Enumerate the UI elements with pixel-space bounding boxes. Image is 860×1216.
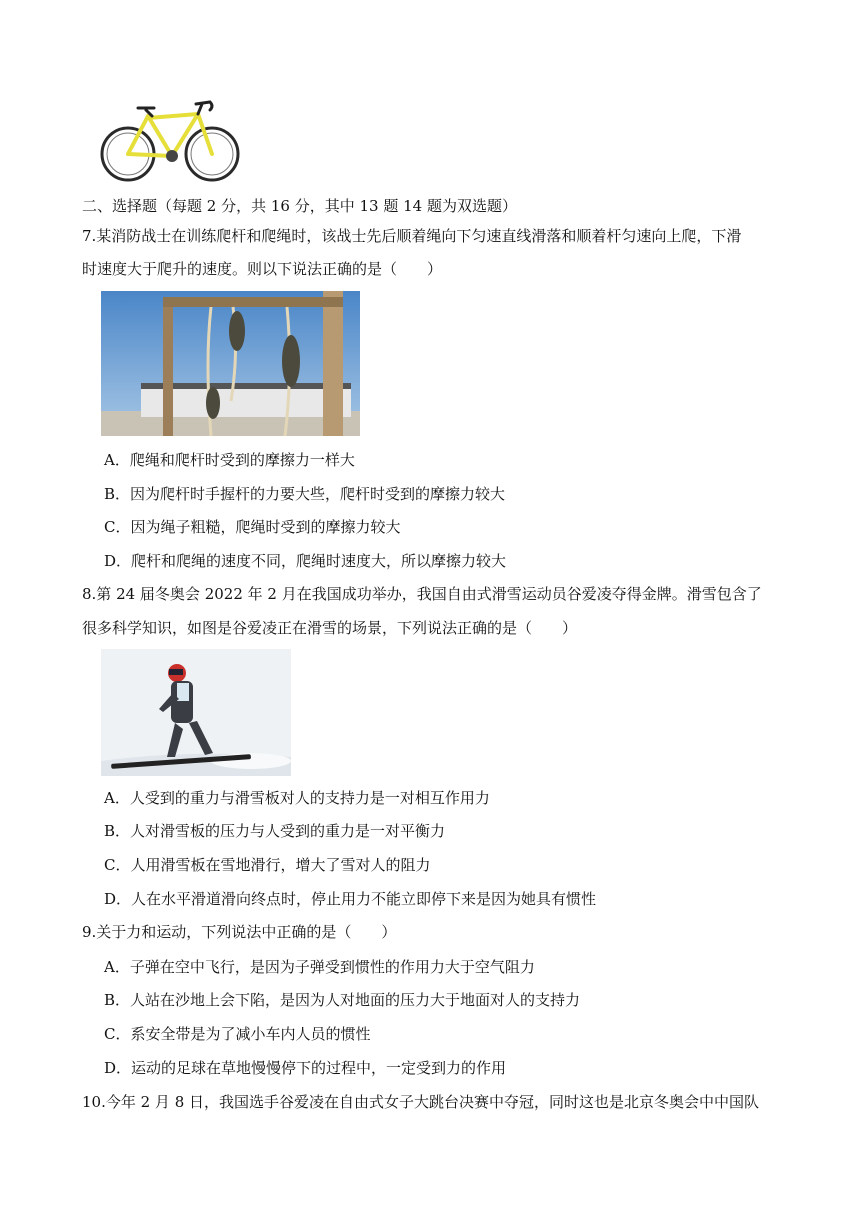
rope-climbing-photo	[101, 291, 360, 436]
section-heading: 二、选择题（每题 2 分，共 16 分，其中 13 题 14 题为双选题）	[82, 197, 517, 215]
question-stem-line: 9.关于力和运动，下列说法中正确的是（ ）	[82, 923, 397, 941]
option-a: A．爬绳和爬杆时受到的摩擦力一样大	[104, 451, 355, 469]
option-c: C．因为绳子粗糙，爬绳时受到的摩擦力较大	[104, 518, 401, 536]
skiing-photo	[101, 649, 291, 776]
question-stem-line: 10.今年 2 月 8 日，我国选手谷爱凌在自由式女子大跳台决赛中夺冠，同时这也是北京冬奥会中中国队	[82, 1093, 760, 1111]
option-b: B．人对滑雪板的压力与人受到的重力是一对平衡力	[104, 822, 446, 840]
question-stem-line: 7.某消防战士在训练爬杆和爬绳时，该战士先后顺着绳向下匀速直线滑落和顺着杆匀速向上爬，下滑	[82, 227, 742, 245]
option-a: A．子弹在空中飞行，是因为子弹受到惯性的作用力大于空气阻力	[104, 958, 535, 976]
question-stem-line: 时速度大于爬升的速度。则以下说法正确的是（ ）	[82, 260, 443, 278]
option-d: D．爬杆和爬绳的速度不同，爬绳时速度大，所以摩擦力较大	[104, 552, 507, 570]
option-b: B．人站在沙地上会下陷，是因为人对地面的压力大于地面对人的支持力	[104, 991, 581, 1009]
option-a: A．人受到的重力与滑雪板对人的支持力是一对相互作用力	[104, 789, 490, 807]
option-d: D．运动的足球在草地慢慢停下的过程中，一定受到力的作用	[104, 1059, 507, 1077]
bicycle-image	[98, 96, 244, 186]
option-b: B．因为爬杆时手握杆的力要大些，爬杆时受到的摩擦力较大	[104, 485, 506, 503]
option-d: D．人在水平滑道滑向终点时，停止用力不能立即停下来是因为她具有惯性	[104, 890, 597, 908]
question-stem-line: 很多科学知识，如图是谷爱凌正在滑雪的场景，下列说法正确的是（ ）	[82, 619, 578, 637]
option-c: C．人用滑雪板在雪地滑行，增大了雪对人的阻力	[104, 856, 431, 874]
question-stem-line: 8.第 24 届冬奥会 2022 年 2 月在我国成功举办，我国自由式滑雪运动员谷爱凌夺得金牌。滑雪包含了	[82, 585, 762, 603]
option-c: C．系安全带是为了减小车内人员的惯性	[104, 1025, 371, 1043]
